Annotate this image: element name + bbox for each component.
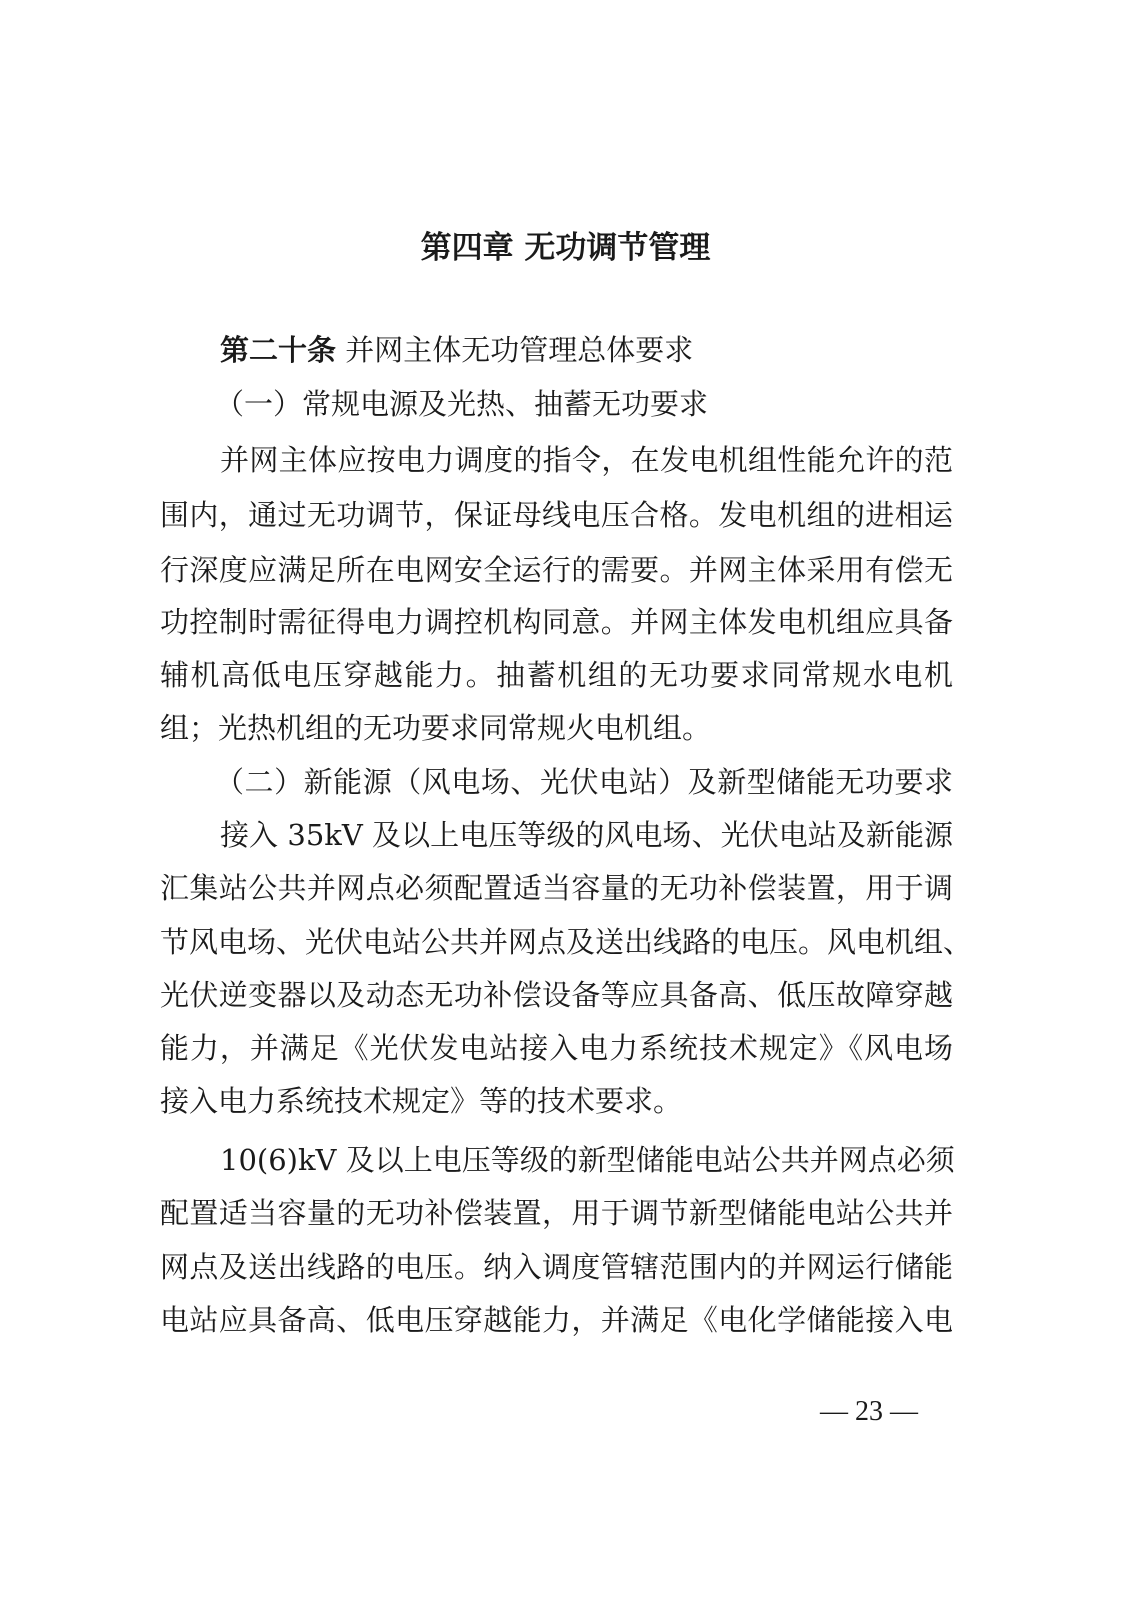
paragraph-line: 汇集站公共并网点必须配置适当容量的无功补偿装置，用于调	[160, 871, 953, 905]
paragraph-line: 并网主体应按电力调度的指令，在发电机组性能允许的范	[220, 443, 953, 477]
article-title: 并网主体无功管理总体要求	[345, 333, 694, 367]
section-heading: （二）新能源（风电场、光伏电站）及新型储能无功要求	[215, 765, 953, 799]
paragraph-line: 接入 35kV 及以上电压等级的风电场、光伏电站及新能源	[220, 818, 953, 852]
paragraph-line: 光伏逆变器以及动态无功补偿设备等应具备高、低压故障穿越	[160, 978, 953, 1012]
paragraph-line: 行深度应满足所在电网安全运行的需要。并网主体采用有偿无	[160, 553, 953, 587]
paragraph-line: 配置适当容量的无功补偿装置，用于调节新型储能电站公共并	[160, 1196, 953, 1230]
paragraph-line: 围内，通过无功调节，保证母线电压合格。发电机组的进相运	[160, 498, 953, 532]
paragraph-line: 辅机高低电压穿越能力。抽蓄机组的无功要求同常规水电机	[160, 658, 953, 692]
article-heading	[220, 330, 953, 370]
paragraph-line: 10(6)kV 及以上电压等级的新型储能电站公共并网点必须	[220, 1143, 955, 1177]
paragraph-line: 电站应具备高、低电压穿越能力，并满足《电化学储能接入电	[160, 1303, 953, 1337]
section-heading: （一）常规电源及光热、抽蓄无功要求	[215, 387, 709, 421]
paragraph-line: 功控制时需征得电力调控机构同意。并网主体发电机组应具备	[160, 605, 953, 639]
article-label: 第二十条	[220, 333, 337, 367]
chapter-title: 第四章 无功调节管理	[420, 230, 711, 266]
paragraph-line: 节风电场、光伏电站公共并网点及送出线路的电压。风电机组、	[160, 925, 973, 959]
page-number: — 23 —	[820, 1396, 918, 1427]
paragraph-line: 网点及送出线路的电压。纳入调度管辖范围内的并网运行储能	[160, 1250, 953, 1284]
paragraph-line: 组；光热机组的无功要求同常规火电机组。	[160, 711, 712, 745]
paragraph-line: 接入电力系统技术规定》等的技术要求。	[160, 1084, 683, 1118]
paragraph-line: 能力，并满足《光伏发电站接入电力系统技术规定》《风电场	[160, 1031, 953, 1065]
